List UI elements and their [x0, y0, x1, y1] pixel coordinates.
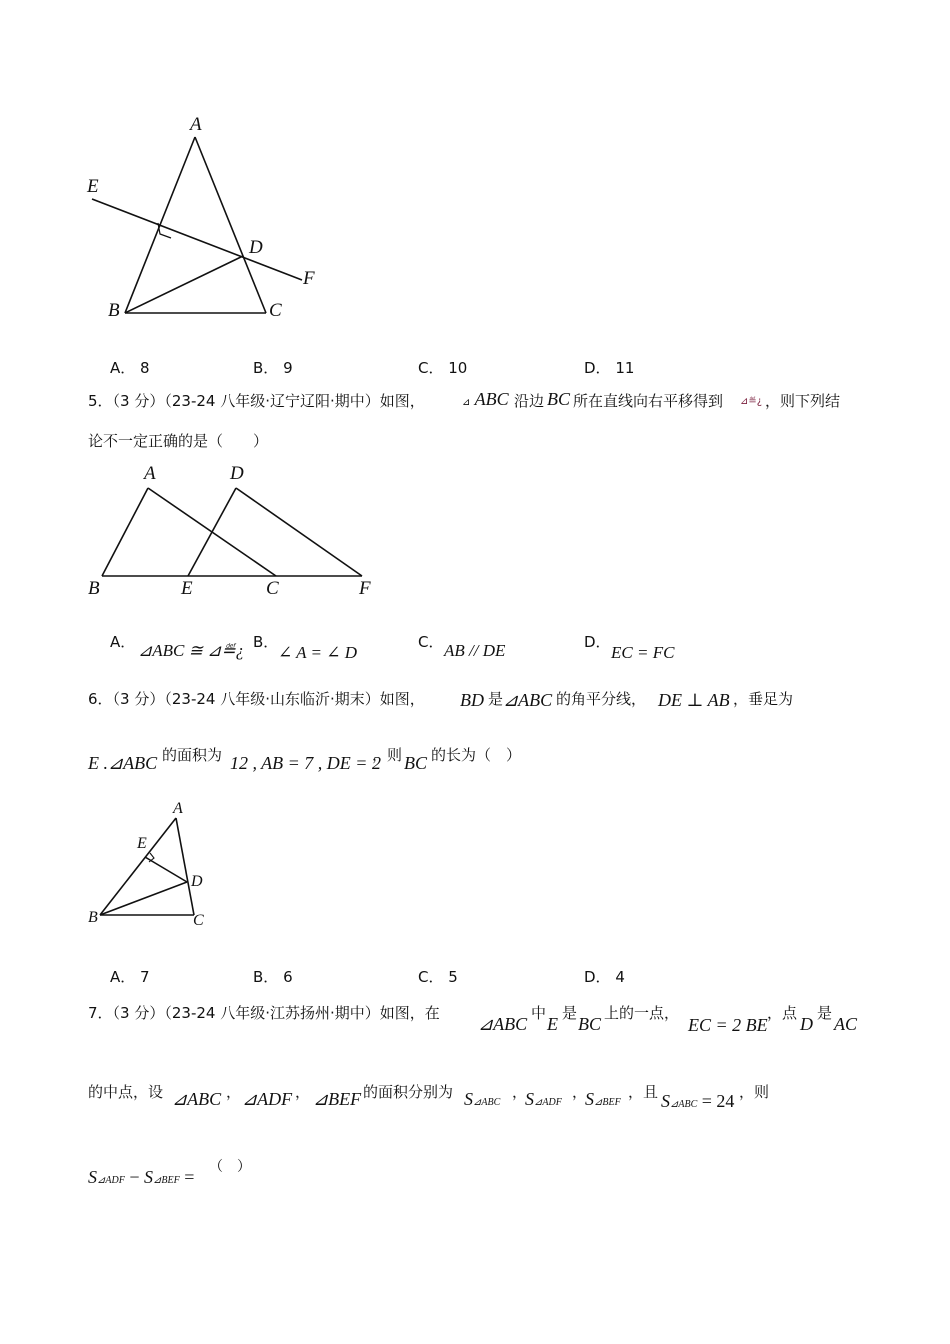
q6-line2-t2: ，则	[372, 746, 403, 764]
q7-d: D	[800, 1014, 813, 1034]
q4-option-d[interactable]: D． 11	[584, 359, 635, 377]
q6-label-c: C	[193, 912, 204, 929]
q7-answer-paren: （ ）	[209, 1159, 251, 1175]
q5-option-d-letter[interactable]: D．	[584, 633, 611, 651]
q7-s-abc: S⊿ABC	[464, 1089, 501, 1109]
q7-l2-abc: ⊿ABC	[172, 1089, 222, 1109]
q5-side-df	[236, 488, 362, 576]
q7-t-zhong: 中	[531, 1004, 547, 1022]
q5-bc: BC	[547, 389, 571, 409]
q7-t-qie: ，且	[628, 1083, 659, 1101]
q7-s-bef: S⊿BEF	[585, 1089, 621, 1109]
q5-label-a: A	[144, 463, 156, 484]
q4-label-b: B	[108, 300, 120, 321]
q6-option-d[interactable]: D． 4	[584, 968, 625, 986]
q5-label-b: B	[88, 578, 100, 599]
q7-s-adf: S⊿ADF	[525, 1089, 562, 1109]
q7-ac: AC	[834, 1014, 858, 1034]
q6-perp: DE ⊥ AB	[658, 690, 730, 710]
q7-t-dian: ，点	[767, 1004, 798, 1022]
q7-l2-bef: ⊿BEF	[313, 1089, 362, 1109]
q5-text4: ，则下列结	[765, 392, 841, 410]
q5-option-a-math: ⊿ABC ≅ ⊿≝¿	[138, 641, 245, 660]
q5-side-de	[188, 488, 236, 576]
q7-t-shang: 上的一点，	[604, 1004, 680, 1022]
q4-option-b[interactable]: B． 9	[253, 359, 293, 377]
q5-option-d-math: EC = FC	[611, 643, 675, 662]
q4-line-ef	[92, 199, 302, 280]
q6-line2-t3: 的长为（ ）	[431, 746, 522, 764]
q6-figure	[90, 805, 220, 925]
q7-ec: EC = 2 BE	[688, 1015, 768, 1035]
q7-line2-t1: 的中点，设	[88, 1083, 164, 1101]
q6-line2-abc: ⊿ABC	[108, 753, 158, 773]
q6-abc: ⊿ABC	[503, 690, 553, 710]
q5-stem-line2: 论不一定正确的是（ ）	[88, 432, 269, 450]
q4-side-ac	[195, 137, 266, 313]
q5-text3: 所在直线向右平移得到	[573, 392, 724, 410]
q4-option-c[interactable]: C． 10	[418, 359, 468, 377]
q6-bd: BD	[460, 690, 484, 710]
q5-label-f: F	[359, 578, 371, 599]
q7-s-abc2: S⊿ABC = 24	[661, 1091, 735, 1111]
q4-label-f: F	[303, 268, 315, 289]
q4-line-bd	[125, 256, 243, 313]
q4-label-e: E	[87, 176, 99, 197]
q5-option-c-math: AB // DE	[444, 641, 506, 660]
q7-t-ze: ，则	[739, 1083, 770, 1101]
q7-comma1: ，	[226, 1083, 242, 1101]
q5-figure	[90, 470, 380, 590]
q6-line2-bc: BC	[404, 753, 428, 773]
q5-side-ab	[102, 488, 148, 576]
q7-t-shi: 是	[562, 1004, 578, 1022]
q7-stem-line1: 7．（3 分）（23-24 八年级·江苏扬州·期中）如图，在	[88, 1004, 440, 1022]
q6-text3: 的角平分线，	[556, 690, 647, 708]
q5-def-glyph: ⊿≝¿	[740, 396, 763, 407]
q4-label-a: A	[190, 114, 202, 135]
q7-line2-t2: 的面积分别为	[363, 1083, 454, 1101]
q7-comma2: ，	[295, 1083, 311, 1101]
q6-label-a: A	[173, 800, 183, 817]
q6-stem-line1: 6．（3 分）（23-24 八年级·山东临沂·期末）如图，	[88, 690, 425, 708]
q7-line3-expr: S⊿ADF − S⊿BEF =	[88, 1167, 195, 1187]
q6-text4: ，垂足为	[733, 690, 794, 708]
q5-label-d: D	[230, 463, 244, 484]
q4-option-a[interactable]: A． 8	[110, 359, 150, 377]
q5-stem-line1: 5．（3 分）（23-24 八年级·辽宁辽阳·期中）如图，	[88, 392, 425, 410]
q5-option-c-letter[interactable]: C．	[418, 633, 444, 651]
q7-t-shi2: 是	[817, 1004, 833, 1022]
q5-abc: ⊿ ABC	[462, 389, 509, 409]
q7-comma3: ，	[512, 1083, 528, 1101]
q6-label-d: D	[191, 873, 203, 890]
q5-text2: 沿边	[514, 392, 545, 410]
q4-figure	[80, 110, 340, 330]
q6-line2-e: E .	[88, 753, 108, 773]
q6-option-a[interactable]: A． 7	[110, 968, 150, 986]
q6-label-e: E	[137, 835, 147, 852]
q6-option-c[interactable]: C． 5	[418, 968, 458, 986]
q6-option-b[interactable]: B． 6	[253, 968, 293, 986]
q5-option-b-letter[interactable]: B．	[253, 633, 279, 651]
q4-label-d: D	[249, 237, 263, 258]
q7-comma4: ，	[572, 1083, 588, 1101]
q7-bc: BC	[578, 1014, 602, 1034]
q5-option-a-letter[interactable]: A．	[110, 633, 136, 651]
q5-label-c: C	[266, 578, 279, 599]
q6-label-b: B	[88, 909, 98, 926]
q7-e: E	[547, 1014, 558, 1034]
q4-label-c: C	[269, 300, 282, 321]
q6-line2-vals: 12 , AB = 7 , DE = 2	[230, 753, 381, 773]
q7-l2-adf: ⊿ADF	[242, 1089, 293, 1109]
q6-text2: 是	[488, 690, 504, 708]
q6-line2-t1: 的面积为	[162, 746, 223, 764]
q6-side-ac	[176, 818, 194, 915]
q7-abc: ⊿ABC	[478, 1014, 528, 1034]
q5-option-b-math: ∠ A = ∠ D	[278, 643, 358, 662]
q5-label-e: E	[181, 578, 193, 599]
